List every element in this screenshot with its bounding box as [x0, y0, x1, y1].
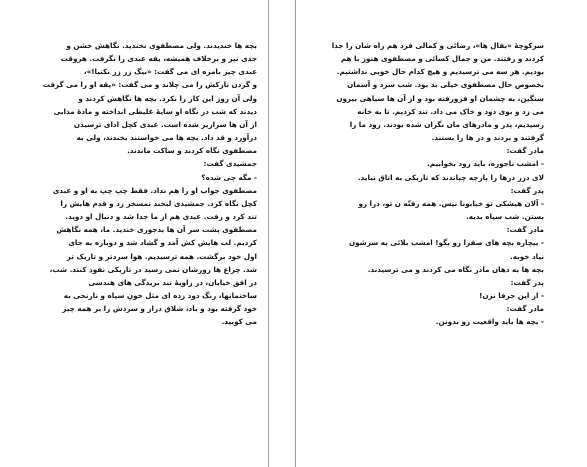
text-line: ولی آن روز این کار را نکرد. بچه ها نگاهش کردند و [78, 93, 257, 103]
text-line: کردیم. لب هایش کش آمد و گشاد شد و دوباره به جای [68, 238, 257, 248]
text-line: نیاد خوبه. [510, 251, 544, 261]
text-line: پدر گفت: [510, 185, 544, 195]
text-line: خود گرفته بود و باد، شلاق دراز و سردش را بر همه چیز [62, 304, 257, 314]
text-line: سنگین، به چشمان او فرورفته بود و از آن ها سیاهی بیرون [336, 93, 544, 103]
text-line: - امشب ناجوره، باید زود بخوابیم. [427, 159, 544, 169]
text-line: عبدی چیز بامزه ای می گفت: «بیگ زر زر نکنیا!»، [83, 67, 257, 77]
text-line: گرفتند و بردند و در ها را بستند. [431, 133, 544, 143]
text-line: - از این حرفا نزن! [479, 290, 544, 300]
text-line: بچه ها به دهان مادر نگاه می کردند و می ترسیدند. [367, 264, 544, 274]
text-line: درآورد و قد داد. بچه ها می خواستند بخندند، ولی به [76, 133, 257, 143]
text-line: در افق خیابان، در زاویهٔ تند بریدگی های هندسی [88, 277, 257, 287]
left-page-text [25, 39, 257, 328]
text-line: مادر گفت: [506, 304, 544, 314]
text-line: مادر گفت: [506, 146, 544, 156]
text-line: - بچه ها باید واقعیت رو بدونن. [435, 317, 544, 327]
text-line: - بیچاره بچه های صفرا رو بگو! امشب بلائی به سرشون [349, 238, 544, 248]
text-line: می زد و بوی دود و خاک می داد. تند کردیم. تا به خانه [357, 106, 544, 116]
text-line: بودیم. هر سه می ترسیدیم و هیچ کدام حال خوبی نداشتیم. [336, 67, 544, 77]
text-line: ساختمانها، رنگ دود زده ای مثل خونِ سیاه و نارنجی به [63, 290, 257, 300]
text-line: از آن ها سرازیر شده است. عبدی کچل ادای ترسیدن [73, 119, 257, 129]
text-line: - آلان هیشکی تو خیابونا نیس. همه رفتّه ن تو، درا رو [358, 198, 544, 208]
left-page [5, 0, 269, 467]
text-line: جدی نیز و برخلاف همیشه، یقه عبدی را نگرفت. هروقت [60, 54, 257, 64]
text-line: مصطفوی نگاه کردند و ساکت ماندند. [127, 146, 257, 156]
text-line: بستن. شب سیاه بدیه. [466, 212, 544, 222]
text-line: مادر گفت: [506, 225, 544, 235]
text-line: پدر گفت: [510, 277, 544, 287]
text-line: جمشیدی گفت: [203, 159, 257, 169]
text-line: کردند و رفتند. من و جمال کسائی و مصطفوی هنوز با هم [340, 54, 544, 64]
right-page [295, 0, 559, 467]
text-line: کچل نگاه کرد. جمشیدی لبخند تمسخر زد و قدم هایش را [60, 198, 257, 208]
text-line: تند کرد و رفت. عبدی هم از ما جدا شد و دنبال او دوید. [65, 212, 257, 222]
text-line: بچه ها خندیدند. ولی مصطفوی نخندید. نگاهش خشن و [66, 41, 257, 50]
text-line: سرکوچهٔ «بقال ها»، رضائی و کمالی فرد هم راه شان را جدا [331, 41, 544, 50]
text-line: مصطفوی پشت سر آن ها بدجوری خندید. ما، همه نگاهش [56, 225, 257, 235]
text-line: شد. چراغ ها زورشان نمی رسید در تاریکی نفوذ کنند. شب، [49, 264, 257, 274]
text-line: می کوبید. [221, 317, 257, 327]
text-line: مصطفوی جواب او را هم نداد. فقط چپ چپ به او و عبدی [52, 185, 257, 195]
text-line: دیدند که شب در نگاه او سایهٔ غلیظی انداخته و مادهٔ مذابی [53, 106, 257, 116]
text-line: اول خود برگشت. همه ترسیدیم. هوا سردتر و تاریک تر [66, 251, 257, 261]
text-line: رسیدیم، پدر و مادرهای مان نگران شده بودند. زود ما را [349, 119, 544, 129]
text-line: - مگه چی شده؟ [201, 172, 257, 182]
text-line: و گردن نازکش را می چلاند و می گفت: «یقه او را می گرفت [42, 80, 257, 90]
text-line: بخصوص حال مصطفوی خیلی بد بود. شب سرد و آسمان [347, 80, 544, 90]
right-page-text [312, 39, 544, 328]
text-line: لای درز درها را پارچه چپاندند که تاریکی به اتاق نیاید. [357, 172, 544, 182]
